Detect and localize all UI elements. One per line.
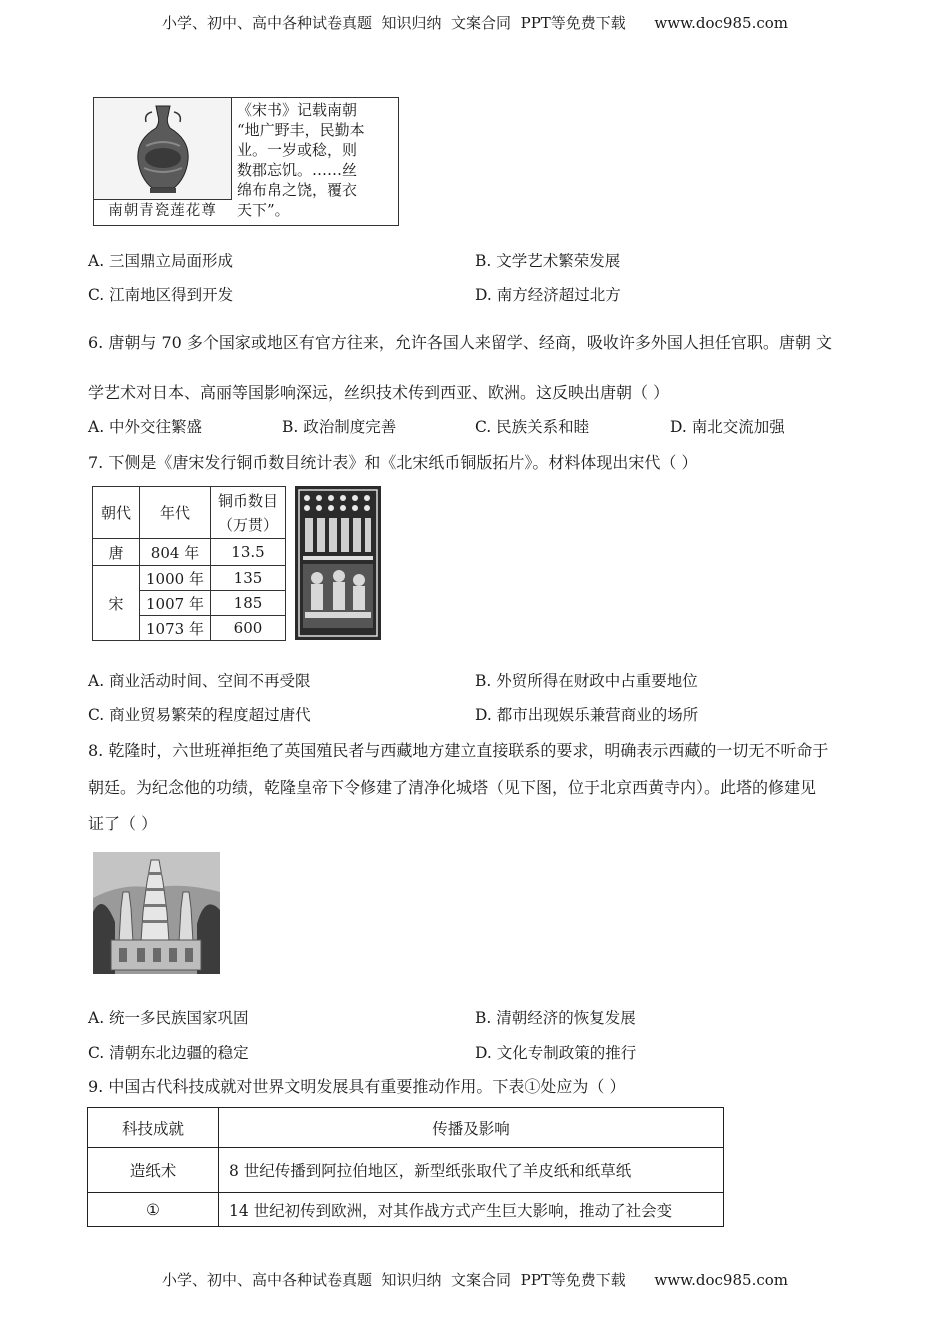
amount-header-line2: （万贯） <box>217 515 278 534</box>
q8-stem-line3: 证了（ ） <box>88 814 158 833</box>
amount-header-line1: 铜币数目 <box>217 491 278 510</box>
year-cell: 1007 年 <box>140 591 211 616</box>
q8-option-a[interactable]: A. 统一多民族国家巩固 <box>88 1009 249 1027</box>
quote-line: “地广野丰，民勤本 <box>237 121 365 139</box>
science-achievement-table <box>87 1107 724 1227</box>
table-row <box>93 539 286 566</box>
q7-option-b[interactable]: B. 外贸所得在财政中占重要地位 <box>475 672 698 690</box>
q6-stem-line1: 6. 唐朝与 70 多个国家或地区有官方往来，允许各国人来留学、经商，吸收许多外国人担任官职。唐朝 文 <box>88 333 832 352</box>
quote-line: 《宋书》记载南朝 <box>237 101 358 119</box>
q6-option-a[interactable]: A. 中外交往繁盛 <box>88 418 203 436</box>
coin-statistics-table <box>92 486 286 641</box>
song-shu-quote <box>237 100 397 220</box>
q7-option-d[interactable]: D. 都市出现娱乐兼营商业的场所 <box>475 706 699 724</box>
quote-line: 天下”。 <box>237 201 290 219</box>
vase-caption: 南朝青瓷莲花尊 <box>108 203 217 219</box>
col-header-influence: 传播及影响 <box>219 1108 724 1148</box>
amount-cell: 135 <box>211 566 286 591</box>
page-header: 小学、初中、高中各种试卷真题 知识归纳 文案合同 PPT等免费下载 www.doc985.com <box>161 14 788 32</box>
q8-option-c[interactable]: C. 清朝东北边疆的稳定 <box>88 1044 249 1062</box>
q5-option-d[interactable]: D. 南方经济超过北方 <box>475 286 621 304</box>
banknote-rubbing-image <box>295 486 381 640</box>
q7-option-a[interactable]: A. 商业活动时间、空间不再受限 <box>88 672 311 690</box>
q7-stem-line1: 7. 下侧是《唐宋发行铜币数目统计表》和《北宋纸币铜版拓片》。材料体现出宋代（ ） <box>88 453 698 472</box>
quote-line: 业。一岁或稔，则 <box>237 141 358 159</box>
pagoda-icon <box>93 852 220 974</box>
year-cell: 804 年 <box>140 539 211 566</box>
influence-cell: 14 世纪初传到欧洲，对其作战方式产生巨大影响，推动了社会变 <box>219 1193 724 1227</box>
col-header-achievement: 科技成就 <box>88 1108 219 1148</box>
q5-option-c[interactable]: C. 江南地区得到开发 <box>88 286 234 304</box>
table-header-row <box>88 1108 724 1148</box>
dynasty-cell: 唐 <box>93 539 140 566</box>
q8-option-d[interactable]: D. 文化专制政策的推行 <box>475 1044 637 1062</box>
achievement-cell: 造纸术 <box>88 1148 219 1193</box>
q7-option-c[interactable]: C. 商业贸易繁荣的程度超过唐代 <box>88 706 311 724</box>
q5-option-b[interactable]: B. 文学艺术繁荣发展 <box>475 252 621 270</box>
q9-stem-line1: 9. 中国古代科技成就对世界文明发展具有重要推动作用。下表①处应为（ ） <box>88 1077 626 1096</box>
pagoda-photo <box>93 852 220 974</box>
quote-line: 数郡忘饥。……丝 <box>237 161 358 179</box>
q6-option-b[interactable]: B. 政治制度完善 <box>282 418 397 436</box>
page-footer: 小学、初中、高中各种试卷真题 知识归纳 文案合同 PPT等免费下载 www.doc985.com <box>161 1271 788 1289</box>
amount-cell: 185 <box>211 591 286 616</box>
q8-stem-line2: 朝廷。为纪念他的功绩，乾隆皇帝下令修建了清净化城塔（见下图，位于北京西黄寺内）。此塔的修建见 <box>88 778 817 797</box>
vase-photo <box>94 98 232 200</box>
q6-stem-line2: 学艺术对日本、高丽等国影响深远，丝织技术传到西亚、欧洲。这反映出唐朝（ ） <box>88 383 670 402</box>
q5-option-a[interactable]: A. 三国鼎立局面形成 <box>88 252 234 270</box>
influence-cell: 8 世纪传播到阿拉伯地区，新型纸张取代了羊皮纸和纸草纸 <box>219 1148 724 1193</box>
col-header-amount <box>211 487 286 539</box>
q6-option-d[interactable]: D. 南北交流加强 <box>670 418 785 436</box>
col-header-dynasty: 朝代 <box>93 487 140 539</box>
year-cell: 1073 年 <box>140 616 211 641</box>
vase-icon <box>94 98 231 199</box>
q8-option-b[interactable]: B. 清朝经济的恢复发展 <box>475 1009 636 1027</box>
col-header-year: 年代 <box>140 487 211 539</box>
q5-figure <box>93 97 399 226</box>
amount-cell: 600 <box>211 616 286 641</box>
table-row <box>93 566 286 591</box>
year-cell: 1000 年 <box>140 566 211 591</box>
q8-stem-line1: 8. 乾隆时，六世班禅拒绝了英国殖民者与西藏地方建立直接联系的要求，明确表示西藏的一切无不听命于 <box>88 741 829 760</box>
q6-option-c[interactable]: C. 民族关系和睦 <box>475 418 590 436</box>
achievement-cell-blank[interactable]: ① <box>88 1193 219 1227</box>
dynasty-cell: 宋 <box>93 566 140 641</box>
quote-line: 绵布帛之饶，覆衣 <box>237 181 358 199</box>
banknote-plate-icon <box>295 486 381 640</box>
table-row <box>88 1148 724 1193</box>
table-row <box>88 1193 724 1227</box>
amount-cell: 13.5 <box>211 539 286 566</box>
